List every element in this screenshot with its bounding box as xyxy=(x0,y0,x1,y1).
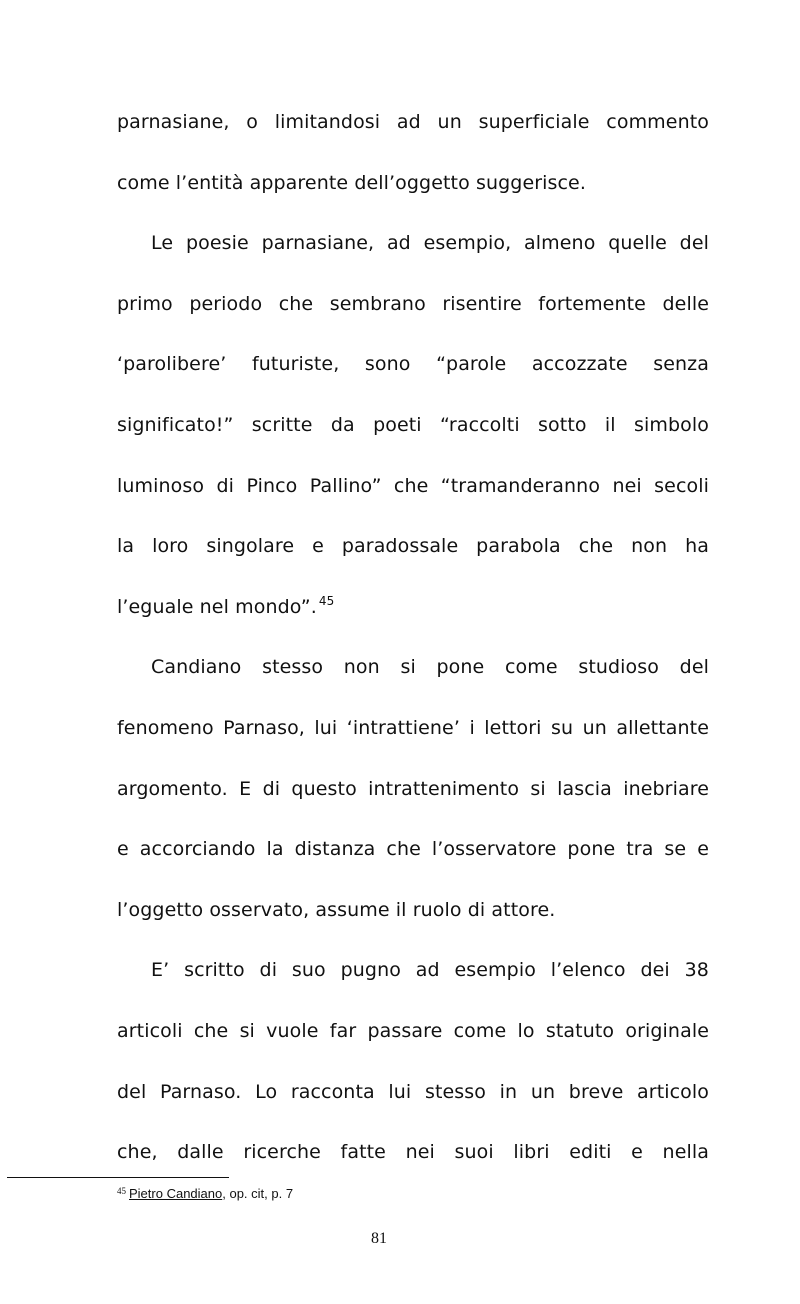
text-line-with-footnote xyxy=(117,577,709,638)
footnote-number: 45 xyxy=(117,1186,126,1196)
text-line: l’oggetto osservato, assume il ruolo di attore. xyxy=(117,898,556,921)
text-line: articoli che si vuole far passare come lo statuto originale xyxy=(117,1019,709,1042)
text-line: fenomeno Parnaso, lui ‘intrattiene’ i lettori su un allettante xyxy=(117,716,709,739)
body-text xyxy=(117,92,709,1183)
text-line: Candiano stesso non si pone come studioso del xyxy=(151,656,709,679)
text-line: primo periodo che sembrano risentire fortemente delle xyxy=(117,292,709,315)
text-line: argomento. E di questo intrattenimento si lascia inebriare xyxy=(117,777,709,800)
footnote-author-link[interactable]: Pietro Candiano xyxy=(129,1186,223,1201)
text-line: come l’entità apparente dell’oggetto suggerisce. xyxy=(117,171,586,194)
text-line: la loro singolare e paradossale parabola che non ha xyxy=(117,535,709,558)
text-line: parnasiane, o limitandosi ad un superficiale commento xyxy=(117,111,709,133)
text-line: E’ scritto di suo pugno ad esempio l’elenco dei 38 xyxy=(151,959,709,982)
page-number: 81 xyxy=(371,1230,387,1247)
text-line: l’eguale nel mondo”. xyxy=(117,595,317,618)
text-line: e accorciando la distanza che l’osservatore pone tra se e xyxy=(117,838,709,861)
text-line: significato!” scritte da poeti “raccolti sotto il simbolo xyxy=(117,413,709,436)
footnote xyxy=(117,1186,293,1202)
text-line: ‘parolibere’ futuriste, sono “parole accozzate senza xyxy=(117,353,709,376)
text-line: che, dalle ricerche fatte nei suoi libri editi e nella xyxy=(117,1141,709,1164)
footnote-citation: , op. cit, p. 7 xyxy=(222,1186,294,1201)
footnote-separator xyxy=(7,1177,229,1178)
text-line: Le poesie parnasiane, ad esempio, almeno quelle del xyxy=(151,232,709,255)
text-line: luminoso di Pinco Pallino” che “tramanderanno nei secoli xyxy=(117,474,709,497)
footnote-reference[interactable]: 45 xyxy=(318,593,335,608)
text-line: del Parnaso. Lo racconta lui stesso in un breve articolo xyxy=(117,1080,709,1103)
